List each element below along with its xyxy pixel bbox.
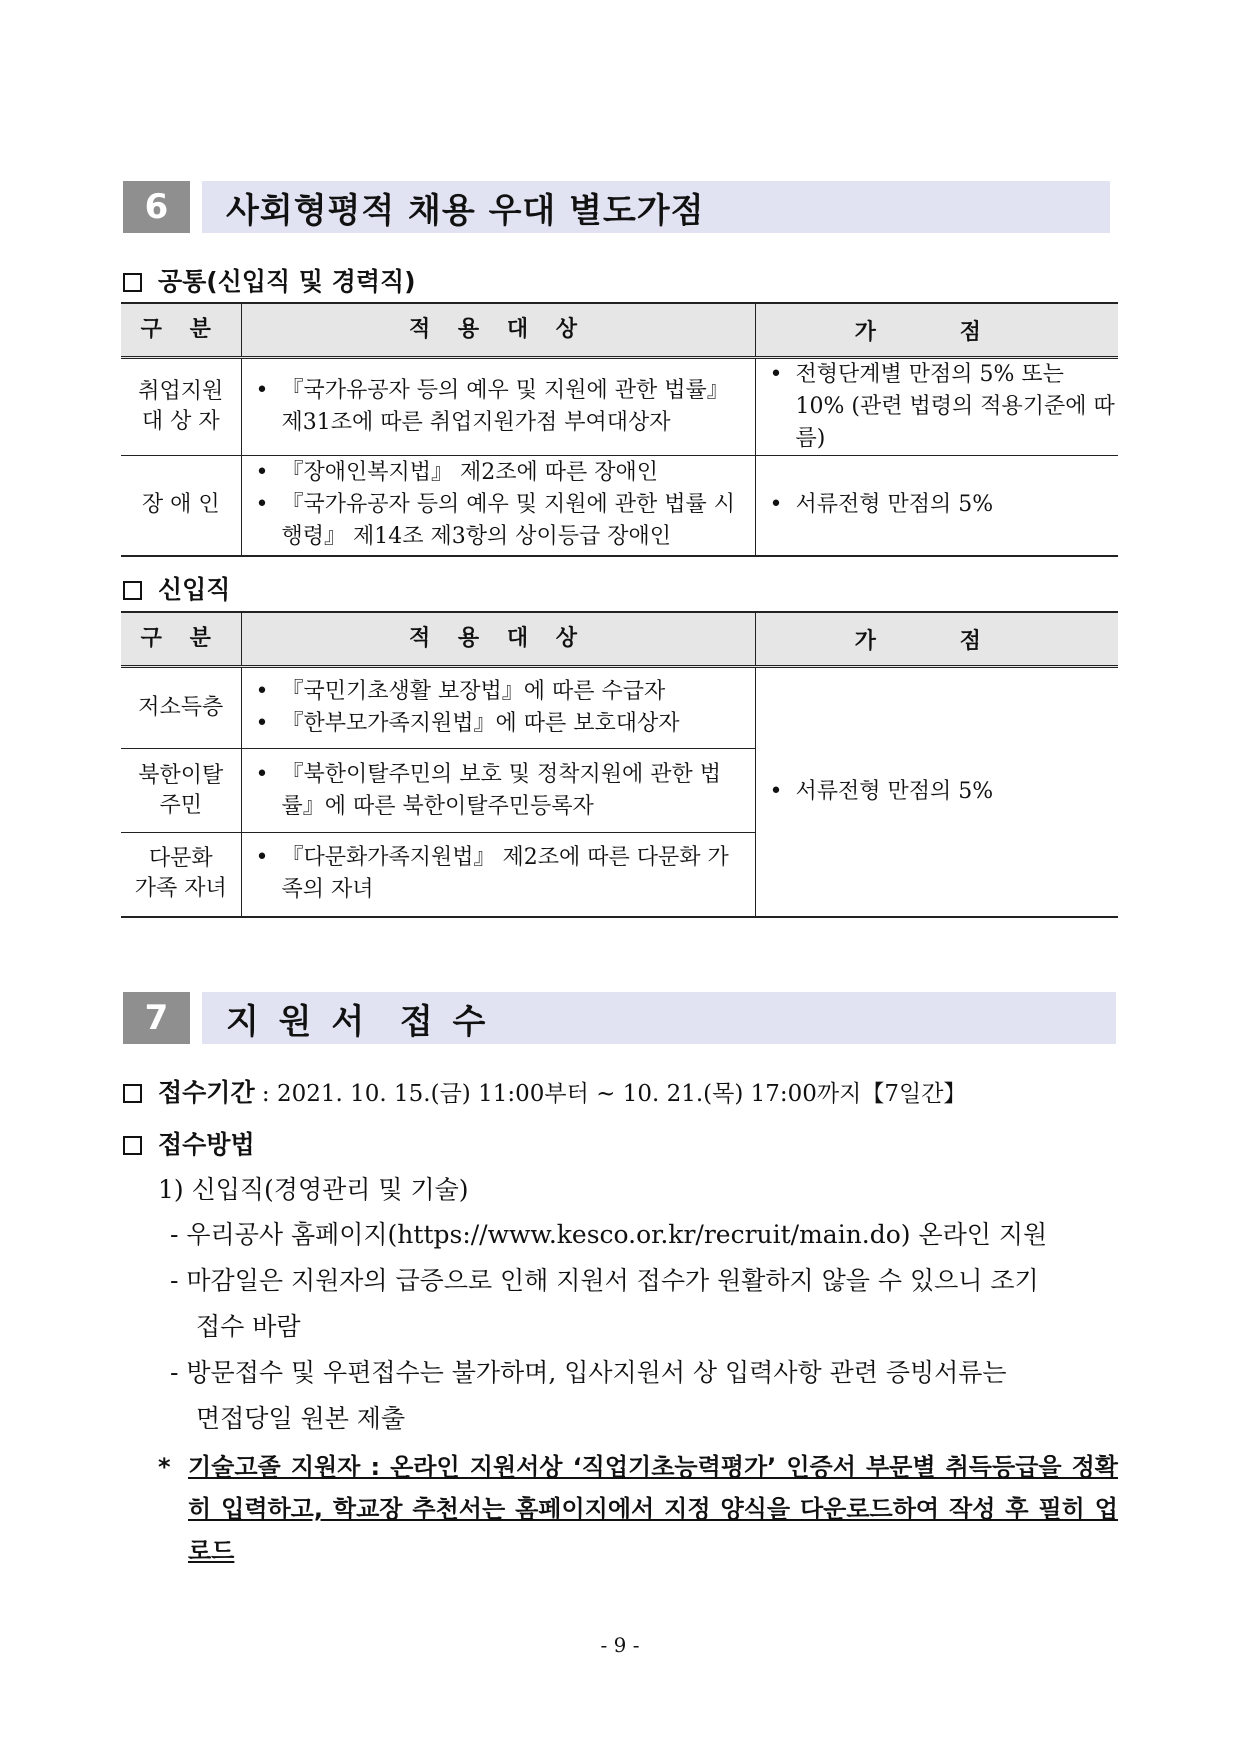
targets-cell	[241, 358, 755, 456]
section-title: 지 원 서 접 수	[202, 992, 1116, 1044]
col-header-targets: 적 용 대 상	[241, 303, 755, 358]
method-dash-1: - 우리공사 홈페이지(https://www.kesco.or.kr/recruit/main.do) 온라인 지원	[170, 1220, 1048, 1249]
targets-cell	[241, 456, 755, 556]
method-heading: 접수방법	[123, 1125, 255, 1161]
common-table	[121, 302, 1118, 557]
targets-cell	[241, 667, 755, 749]
targets-cell	[241, 749, 755, 833]
section-6-header	[123, 181, 1110, 233]
points-cell	[755, 456, 1118, 556]
list-item: • 서류전형 만점의 5%	[769, 778, 994, 804]
category-cell: 취업지원 대 상 자	[121, 358, 241, 456]
section-number: 7	[123, 992, 190, 1044]
method-dash-2b: 접수 바람	[196, 1312, 301, 1341]
page-number: - 9 -	[600, 1633, 640, 1657]
targets-cell	[241, 833, 755, 917]
col-header-points: 가 점	[755, 612, 1118, 667]
checkbox-square-icon	[123, 1136, 142, 1155]
section-number: 6	[123, 181, 190, 233]
category-cell: 북한이탈 주민	[121, 749, 241, 833]
checkbox-square-icon	[123, 273, 142, 292]
method-item-1: 1) 신입직(경영관리 및 기술)	[158, 1175, 469, 1204]
method-dash-3a: - 방문접수 및 우편접수는 불가하며, 입사지원서 상 입력사항 관련 증빙서류는	[170, 1358, 1007, 1387]
newhire-table	[121, 611, 1118, 918]
category-cell: 저소득층	[121, 667, 241, 749]
newhire-heading: 신입직	[123, 570, 230, 606]
period-line: 접수기간 : 2021. 10. 15.(금) 11:00부터 ~ 10. 21.(목) 17:00까지【7일간】	[123, 1073, 966, 1109]
method-dash-3b: 면접당일 원본 제출	[196, 1404, 406, 1433]
method-dash-2a: - 마감일은 지원자의 급증으로 인해 지원서 접수가 원활하지 않을 수 있으니 조기	[170, 1266, 1039, 1295]
common-heading: 공통(신입직 및 경력직)	[123, 262, 416, 298]
list-item: • 『국가유공자 등의 예우 및 지원에 관한 법률 시행령』 제14조 제3항의 상이등급 장애인	[255, 492, 735, 550]
list-item: • 『북한이탈주민의 보호 및 정착지원에 관한 법률』에 따른 북한이탈주민등록자	[255, 761, 722, 819]
col-header-category: 구 분	[121, 612, 241, 667]
list-item: • 『장애인복지법』 제2조에 따른 장애인	[255, 460, 659, 486]
section-7-header	[123, 992, 1116, 1044]
list-item: • 서류전형 만점의 5%	[769, 492, 994, 518]
col-header-category: 구 분	[121, 303, 241, 358]
list-item: • 『다문화가족지원법』 제2조에 따른 다문화 가족의 자녀	[255, 845, 729, 903]
list-item: • 전형단계별 만점의 5% 또는 10% (관련 법령의 적용기준에 따름)	[769, 362, 1115, 451]
asterisk-icon: *	[158, 1453, 171, 1481]
checkbox-square-icon	[123, 1084, 142, 1103]
col-header-targets: 적 용 대 상	[241, 612, 755, 667]
col-header-points: 가 점	[755, 303, 1118, 358]
points-cell	[755, 358, 1118, 456]
checkbox-square-icon	[123, 581, 142, 600]
list-item: • 『국가유공자 등의 예우 및 지원에 관한 법률』 제31조에 따른 취업지원가점 부여대상자	[255, 378, 729, 435]
points-cell	[755, 667, 1118, 917]
category-cell: 장 애 인	[121, 456, 241, 556]
list-item: • 『한부모가족지원법』에 따른 보호대상자	[255, 711, 680, 736]
section-title: 사회형평적 채용 우대 별도가점	[202, 181, 1110, 233]
tech-applicant-note: * 기술고졸 지원자 : 온라인 지원서상 ‘직업기초능력평가’ 인증서 부문별 취득등급을 정확히 입력하고, 학교장 추천서는 홈페이지에서 지정 양식을 다운로드하여 작성 후 필히 업로드	[158, 1446, 1118, 1572]
category-cell: 다문화 가족 자녀	[121, 833, 241, 917]
list-item: • 『국민기초생활 보장법』에 따른 수급자	[255, 679, 666, 704]
